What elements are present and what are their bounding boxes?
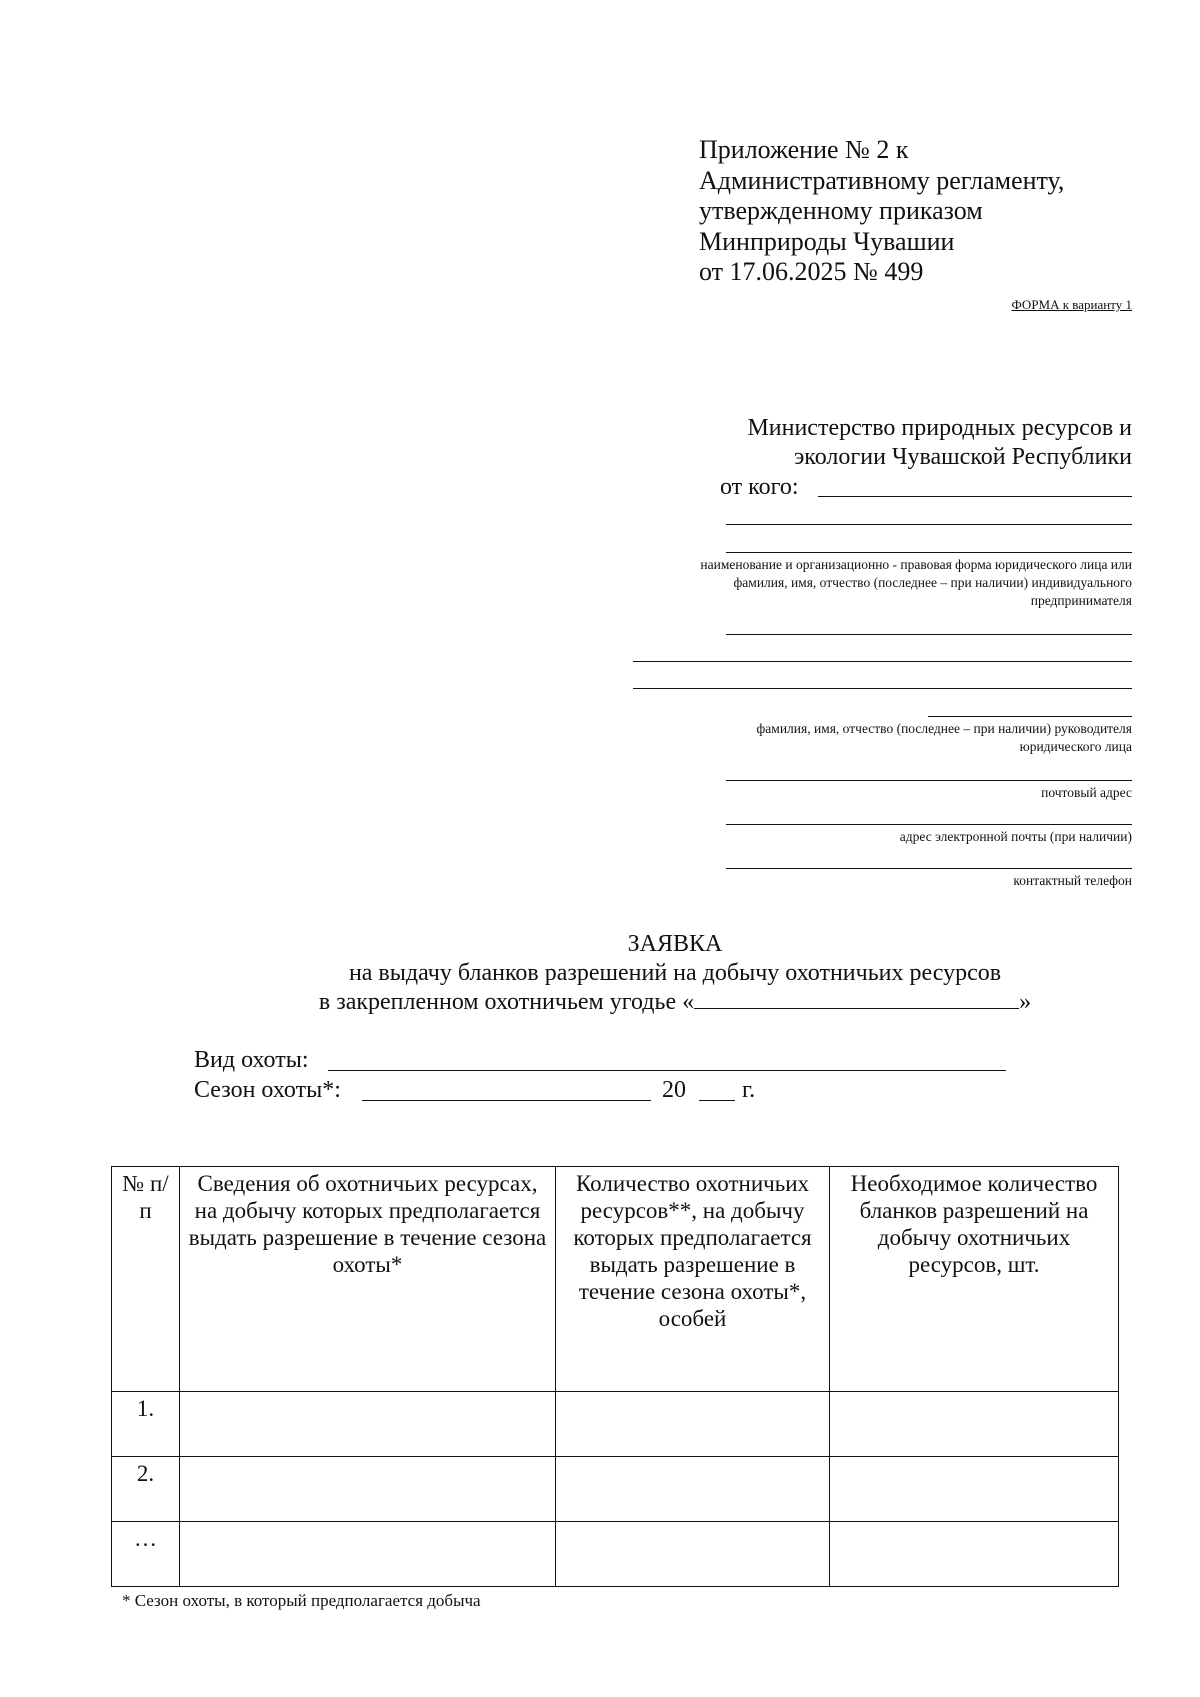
appendix-line: Приложение № 2 к bbox=[699, 135, 909, 164]
hunt-type-field[interactable] bbox=[328, 1070, 1006, 1071]
header-quantity: Количество охотничьих ресурсов**, на добычу которых предполагается выдать разрешение в течение сезона охоты*, особей bbox=[556, 1167, 830, 1392]
caption-line: фамилия, имя, отчество (последнее – при наличии) руководителя bbox=[756, 721, 1132, 736]
phone-caption: контактный телефон bbox=[1013, 873, 1132, 888]
year-suffix: г. bbox=[742, 1077, 756, 1103]
email-field[interactable] bbox=[726, 824, 1132, 825]
from-label: от кого: bbox=[720, 474, 799, 500]
row-num: … bbox=[112, 1522, 180, 1587]
row-info-cell[interactable] bbox=[180, 1457, 556, 1522]
from-field-line-2[interactable] bbox=[726, 524, 1132, 525]
header-info: Сведения об охотничьих ресурсах, на добычу которых предполагается выдать разрешение в течение сезона охоты* bbox=[180, 1167, 556, 1392]
head-field-line-1[interactable] bbox=[726, 634, 1132, 635]
forma-note: ФОРМА к варианту 1 bbox=[1011, 297, 1132, 312]
head-field-line-3[interactable] bbox=[633, 688, 1132, 689]
title-hunting-ground bbox=[0, 988, 1200, 1017]
row-blanks-cell[interactable] bbox=[830, 1457, 1119, 1522]
caption-line: юридического лица bbox=[1019, 739, 1132, 754]
row-quantity-cell[interactable] bbox=[556, 1457, 830, 1522]
postal-address-field[interactable] bbox=[726, 780, 1132, 781]
season-label: Сезон охоты*: bbox=[194, 1077, 341, 1103]
title-block bbox=[0, 930, 1200, 1017]
appendix-line: от 17.06.2025 № 499 bbox=[699, 257, 924, 286]
addressee-block bbox=[747, 414, 1132, 472]
appendix-block bbox=[699, 135, 1064, 288]
document-title: ЗАЯВКА bbox=[627, 931, 723, 957]
hunt-type-label: Вид охоты: bbox=[194, 1047, 309, 1073]
row-info-cell[interactable] bbox=[180, 1392, 556, 1457]
legal-entity-caption bbox=[700, 556, 1132, 610]
appendix-line: Минприроды Чувашии bbox=[699, 226, 955, 256]
table-row bbox=[112, 1392, 1119, 1457]
caption-line: предпринимателя bbox=[1030, 593, 1132, 608]
from-field-line-3[interactable] bbox=[726, 552, 1132, 553]
phone-field[interactable] bbox=[726, 868, 1132, 869]
table-header-row bbox=[112, 1167, 1119, 1392]
addressee-line: экологии Чувашской Республики bbox=[793, 444, 1132, 470]
hunting-ground-field[interactable] bbox=[694, 990, 1019, 1009]
postal-caption: почтовый адрес bbox=[1041, 785, 1132, 800]
table-row bbox=[112, 1457, 1119, 1522]
year-field[interactable] bbox=[699, 1100, 735, 1101]
year-prefix: 20 bbox=[662, 1077, 686, 1103]
header-num: № п/п bbox=[112, 1167, 180, 1392]
from-field[interactable] bbox=[818, 496, 1132, 497]
head-field-line-2[interactable] bbox=[633, 661, 1132, 662]
caption-line: фамилия, имя, отчество (последнее – при наличии) индивидуального bbox=[733, 575, 1132, 590]
caption-line: наименование и организационно - правовая форма юридического лица или bbox=[700, 557, 1132, 572]
row-num: 1. bbox=[112, 1392, 180, 1457]
row-quantity-cell[interactable] bbox=[556, 1522, 830, 1587]
email-caption: адрес электронной почты (при наличии) bbox=[899, 829, 1132, 844]
title-subline: на выдачу бланков разрешений на добычу охотничьих ресурсов bbox=[348, 960, 1002, 986]
title-line3-suffix: » bbox=[1019, 989, 1032, 1015]
header-blanks: Необходимое количество бланков разрешений на добычу охотничьих ресурсов, шт. bbox=[830, 1167, 1119, 1392]
row-info-cell[interactable] bbox=[180, 1522, 556, 1587]
row-quantity-cell[interactable] bbox=[556, 1392, 830, 1457]
addressee-line: Министерство природных ресурсов и bbox=[747, 415, 1132, 441]
appendix-line: утвержденному приказом bbox=[699, 196, 983, 225]
head-field-line-4[interactable] bbox=[928, 716, 1132, 717]
row-num: 2. bbox=[112, 1457, 180, 1522]
request-table bbox=[111, 1166, 1119, 1587]
head-caption bbox=[757, 720, 1132, 756]
footnote: * Сезон охоты, в который предполагается добыча bbox=[122, 1591, 481, 1610]
title-line3-prefix: в закрепленном охотничьем угодье « bbox=[318, 989, 695, 1015]
season-field[interactable] bbox=[362, 1100, 651, 1101]
row-blanks-cell[interactable] bbox=[830, 1392, 1119, 1457]
row-blanks-cell[interactable] bbox=[830, 1522, 1119, 1587]
appendix-line: Административному регламенту, bbox=[699, 165, 1065, 195]
table-row bbox=[112, 1522, 1119, 1587]
